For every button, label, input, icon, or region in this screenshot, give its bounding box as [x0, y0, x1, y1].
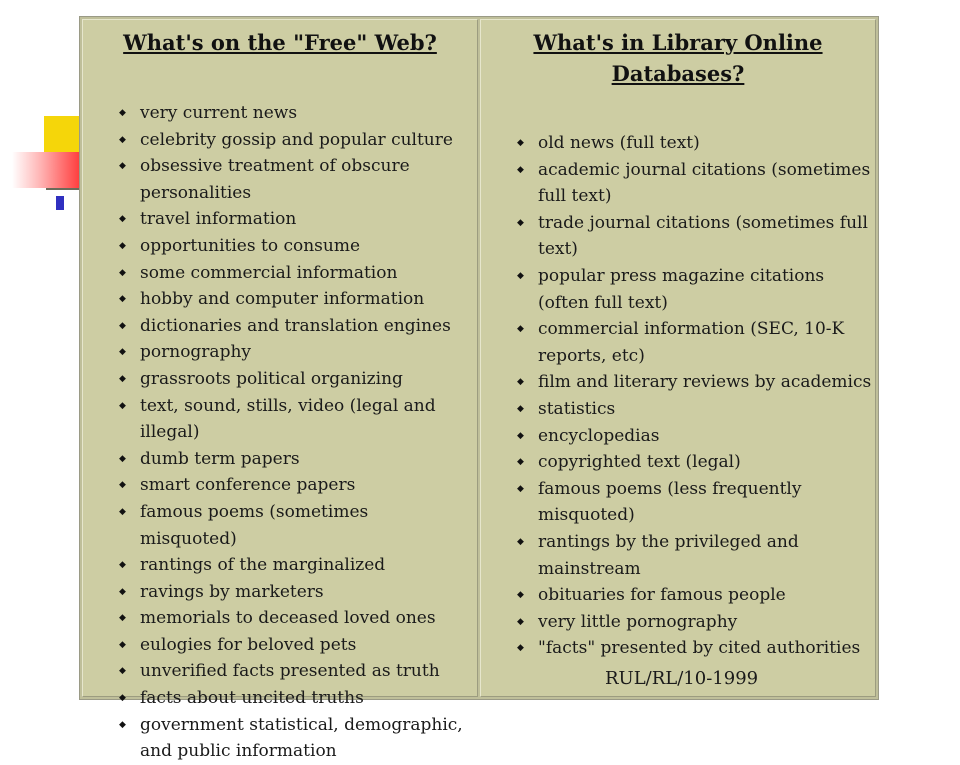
- list-item: ◆ grassroots political organizing: [119, 366, 469, 393]
- decorative-red-gradient-bar: [12, 152, 84, 188]
- list-item: ◆ rantings by the privileged and mainstream: [517, 529, 873, 582]
- comparison-table: [79, 16, 879, 762]
- list-item: ◆ very current news: [119, 100, 469, 127]
- list-item: ◆ obsessive treatment of obscure personalities: [119, 153, 469, 206]
- decorative-blue-block: [56, 196, 64, 210]
- list-item: ◆ facts about uncited truths: [119, 685, 469, 712]
- list-item: ◆ very little pornography: [517, 609, 873, 636]
- list-item: ◆ obituaries for famous people: [517, 582, 873, 609]
- list-item: ◆ text, sound, stills, video (legal and illegal): [119, 393, 469, 446]
- list-item: ◆ travel information: [119, 206, 469, 233]
- library-databases-column: [480, 19, 876, 697]
- list-item: ◆ famous poems (less frequently misquoted): [517, 476, 873, 529]
- list-item: ◆ government statistical, demographic, and public information: [119, 712, 469, 765]
- list-item: ◆ eulogies for beloved pets: [119, 632, 469, 659]
- list-item: ◆ pornography: [119, 339, 469, 366]
- list-item: ◆ some commercial information: [119, 260, 469, 287]
- list-item: ◆ commercial information (SEC, 10-K reports, etc): [517, 316, 873, 369]
- list-item: ◆ celebrity gossip and popular culture: [119, 127, 469, 154]
- free-web-heading: What's on the "Free" Web?: [123, 30, 437, 55]
- list-item: ◆ academic journal citations (sometimes full text): [517, 157, 873, 210]
- free-web-list: [119, 100, 469, 765]
- list-item: ◆ trade journal citations (sometimes full text): [517, 210, 873, 263]
- list-item: ◆ hobby and computer information: [119, 286, 469, 313]
- list-item: ◆ encyclopedias: [517, 423, 873, 450]
- credit-note: RUL/RL/10-1999: [605, 668, 759, 689]
- list-item: ◆ old news (full text): [517, 130, 873, 157]
- list-item: ◆ smart conference papers: [119, 472, 469, 499]
- list-item: ◆ popular press magazine citations (often full text): [517, 263, 873, 316]
- library-databases-list: [517, 130, 873, 662]
- list-item: ◆ film and literary reviews by academics: [517, 369, 873, 396]
- list-item: ◆ "facts" presented by cited authorities: [517, 635, 873, 662]
- list-item: ◆ ravings by marketers: [119, 579, 469, 606]
- list-item: ◆ opportunities to consume: [119, 233, 469, 260]
- free-web-column: [82, 19, 478, 762]
- list-item: ◆ unverified facts presented as truth: [119, 658, 469, 685]
- list-item: ◆ memorials to deceased loved ones: [119, 605, 469, 632]
- list-item: ◆ statistics: [517, 396, 873, 423]
- list-item: ◆ rantings of the marginalized: [119, 552, 469, 579]
- list-item: ◆ dictionaries and translation engines: [119, 313, 469, 340]
- list-item: ◆ famous poems (sometimes misquoted): [119, 499, 469, 552]
- list-item: ◆ dumb term papers: [119, 446, 469, 473]
- list-item: ◆ copyrighted text (legal): [517, 449, 873, 476]
- library-databases-heading: What's in Library Online Databases?: [533, 30, 823, 86]
